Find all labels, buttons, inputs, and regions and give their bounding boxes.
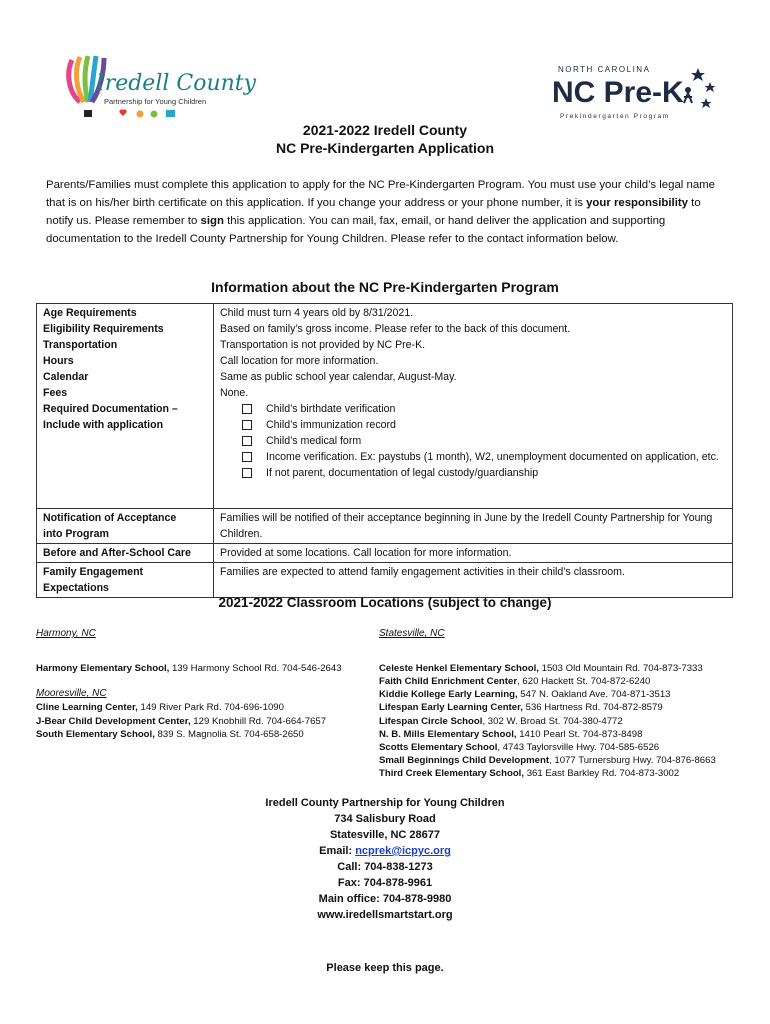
intro-paragraph: Parents/Families must complete this application to apply for the NC Pre-Kindergarten Program. You must use your child’s legal name that is on his/her birth certificate on this application. If you change your address or your phone number, it is your responsibility to notify us. Please remember to sign this application. You can mail, fax, email, or hand deliver the application and supporting documentation to the Iredell County Partnership for Young Children. Please refer to the contact information below.	[46, 179, 715, 245]
email-link[interactable]: ncprek@icpyc.org	[355, 845, 451, 857]
checkbox[interactable]	[242, 420, 252, 430]
table-row	[37, 304, 733, 509]
list-item: Third Creek Elementary School, 361 East Barkley Rd. 704-873-3002	[379, 768, 680, 779]
nc-prek-logo	[548, 60, 720, 124]
svg-text:Iredell County: Iredell County	[96, 71, 257, 96]
contact-fax: Fax: 704-878-9961	[337, 877, 433, 889]
checkbox[interactable]	[242, 468, 252, 478]
row-value: Families will be notified of their acceptance beginning in June by the Iredell County Partnership for Young Children.	[214, 509, 733, 544]
list-item: Lifespan Circle School, 302 W. Broad St. 704-380-4772	[379, 716, 623, 727]
checkbox[interactable]	[242, 436, 252, 446]
checkbox[interactable]	[242, 452, 252, 462]
contact-org: Iredell County Partnership for Young Children	[265, 797, 505, 809]
row-label: Before and After-School Care	[37, 544, 214, 563]
table-row	[37, 563, 733, 598]
program-info-table	[36, 303, 733, 598]
info-heading: Information about the NC Pre-Kindergarten Program	[211, 279, 559, 295]
table-row	[37, 509, 733, 544]
list-item: Lifespan Early Learning Center, 536 Hartness Rd. 704-872-8579	[379, 702, 663, 713]
row-value: Families are expected to attend family engagement activities in their child’s classroom.	[214, 563, 733, 598]
city-harmony: Harmony, NC	[36, 628, 96, 639]
list-item: Child’s birthdate verification	[242, 401, 726, 417]
table-row	[37, 544, 733, 563]
list-item: Celeste Henkel Elementary School, 1503 Old Mountain Rd. 704-873-7333	[379, 663, 703, 674]
title-line-2: NC Pre-Kindergarten Application	[275, 140, 495, 156]
iredell-county-logo	[62, 52, 257, 124]
svg-text:Prekindergarten Program: Prekindergarten Program	[560, 113, 670, 120]
list-item: Income verification. Ex: paystubs (1 month), W2, unemployment documented on application, etc.	[242, 449, 726, 465]
list-item: Faith Child Enrichment Center, 620 Hackett St. 704-872-6240	[379, 676, 651, 687]
contact-city: Statesville, NC 28677	[329, 829, 441, 841]
contact-main-office: Main office: 704-878-9980	[318, 893, 452, 905]
city-statesville: Statesville, NC	[379, 628, 445, 639]
svg-text:Partnership for Young Children: Partnership for Young Children	[104, 97, 207, 106]
emphasis-sign: sign	[200, 215, 224, 227]
list-item: If not parent, documentation of legal custody/guardianship	[242, 465, 726, 481]
contact-street: 734 Salisbury Road	[334, 813, 436, 825]
row-label: Age Requirements Eligibility Requirements Transportation Hours Calendar Fees Required Documentation – Include with application	[37, 304, 214, 509]
title-line-1: 2021-2022 Iredell County	[302, 122, 468, 138]
row-label: Family Engagement Expectations	[37, 563, 214, 598]
list-item: Cline Learning Center, 149 River Park Rd. 704-696-1090	[36, 702, 284, 713]
row-value: Provided at some locations. Call location for more information.	[214, 544, 733, 563]
list-item: Small Beginnings Child Development, 1077 Turnersburg Hwy. 704-876-8663	[379, 755, 716, 766]
row-label: Notification of Acceptance into Program	[37, 509, 214, 544]
list-item: Child’s medical form	[242, 433, 726, 449]
contact-email: Email: ncprek@icpyc.org	[319, 845, 451, 857]
footer-note: Please keep this page.	[326, 962, 444, 974]
documentation-list	[220, 401, 726, 481]
list-item: South Elementary School, 839 S. Magnolia St. 704-658-2650	[36, 729, 304, 740]
contact-website: www.iredellsmartstart.org	[317, 909, 453, 921]
row-value: Child must turn 4 years old by 8/31/2021. Based on family’s gross income. Please refer to the back of this document. Transportation is not provided by NC Pre-K. Call location for more information. Same as public school year calendar, August-May. None. Child’s birthdate verification Child’s immunization record Child’s medical form Income verification. Ex: paystubs (1 month), W2, unemployment documented on application, etc. If not parent, documentation of legal custody/guardianship	[214, 304, 733, 509]
city-mooresville: Mooresville, NC	[36, 688, 107, 699]
svg-text:NC Pre-K: NC Pre-K	[552, 76, 684, 109]
emphasis-responsibility: your responsibility	[586, 197, 688, 209]
contact-call: Call: 704-838-1273	[337, 861, 433, 873]
list-item: J-Bear Child Development Center, 129 Knobhill Rd. 704-664-7657	[36, 716, 327, 727]
list-item: Child’s immunization record	[242, 417, 726, 433]
contact-block	[0, 795, 770, 923]
list-item: Scotts Elementary School, 4743 Taylorsville Hwy. 704-585-6526	[379, 742, 660, 753]
locations-heading: 2021-2022 Classroom Locations (subject to change)	[218, 595, 552, 610]
svg-text:NORTH CAROLINA: NORTH CAROLINA	[558, 65, 651, 74]
list-item: Harmony Elementary School, 139 Harmony School Rd. 704-546-2643	[36, 663, 342, 674]
checkbox[interactable]	[242, 404, 252, 414]
list-item: Kiddie Kollege Early Learning, 547 N. Oakland Ave. 704-871-3513	[379, 689, 671, 700]
list-item: N. B. Mills Elementary School, 1410 Pearl St. 704-873-8498	[379, 729, 643, 740]
